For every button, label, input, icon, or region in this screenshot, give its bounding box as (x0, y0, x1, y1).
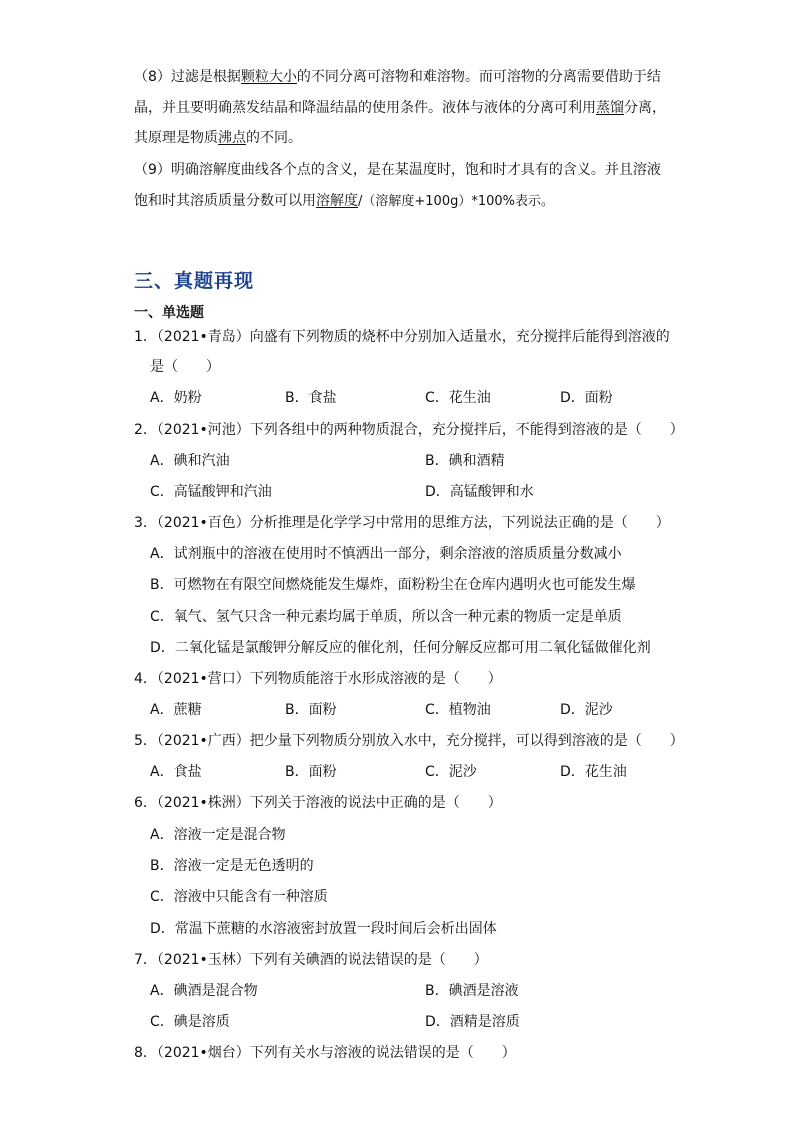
question-3-option-b: B．可燃物在有限空间燃烧能发生爆炸，面粉粉尘在仓库内遇明火也可能发生爆 (150, 577, 636, 593)
question-7-option-c: C．碘是溶质 (150, 1014, 230, 1030)
question-2-option-a: A．碘和汽油 (150, 453, 230, 469)
question-6-option-d: D．常温下蔗糖的水溶液密封放置一段时间后会析出固体 (150, 921, 497, 937)
question-1-option-b: B．食盐 (285, 390, 337, 406)
question-7-stem: 7．（2021•玉林）下列有关碘酒的说法错误的是（ ） (134, 952, 488, 968)
note-text: （9）明确溶解度曲线各个点的含义，是在某温度时，饱和时才具有的含义。并且溶液 (134, 162, 661, 178)
question-1-stem-cont: 是（ ） (150, 359, 220, 375)
question-4-option-c: C．植物油 (425, 702, 491, 718)
question-2-option-c: C．高锰酸钾和汽油 (150, 484, 272, 500)
note-text: 分离， (624, 100, 666, 116)
section-subtitle: 一、单选题 (134, 305, 204, 321)
question-7-option-a: A．碘酒是混合物 (150, 983, 258, 999)
underlined-term: 溶解度 (316, 193, 358, 209)
note-8-line-1 (134, 67, 661, 87)
question-5-option-a: A．食盐 (150, 764, 202, 780)
note-text: 饱和时其溶质质量分数可以用 (134, 193, 316, 209)
question-4-stem: 4．（2021•营口）下列物质能溶于水形成溶液的是（ ） (134, 671, 502, 687)
question-5-option-d: D．花生油 (560, 764, 627, 780)
question-5-option-c: C．泥沙 (425, 764, 477, 780)
note-text: 的不同。 (246, 130, 302, 146)
question-6-stem: 6．（2021•株洲）下列关于溶液的说法中正确的是（ ） (134, 795, 502, 811)
question-1-stem: 1．（2021•青岛）向盛有下列物质的烧杯中分别加入适量水，充分搅拌后能得到溶液的 (134, 329, 670, 345)
note-text: 其原理是物质 (134, 130, 218, 146)
question-3-stem: 3．（2021•百色）分析推理是化学学习中常用的思维方法，下列说法正确的是（ ） (134, 515, 670, 531)
question-2-option-d: D．高锰酸钾和水 (425, 484, 534, 500)
question-7-option-b: B．碘酒是溶液 (425, 983, 519, 999)
note-text: /（溶解度+100g）*100%表示。 (358, 194, 555, 209)
question-5-stem: 5．（2021•广西）把少量下列物质分别放入水中，充分搅拌，可以得到溶液的是（ ） (134, 733, 684, 749)
underlined-term: 蒸馏 (596, 100, 624, 116)
question-8-stem: 8．（2021•烟台）下列有关水与溶液的说法错误的是（ ） (134, 1045, 516, 1061)
question-2-option-b: B．碘和酒精 (425, 453, 505, 469)
question-6-option-c: C．溶液中只能含有一种溶质 (150, 889, 328, 905)
underlined-term: 沸点 (218, 130, 246, 146)
question-1-option-a: A．奶粉 (150, 390, 202, 406)
note-text: 的不同分离可溶物和难溶物。而可溶物的分离需要借助于结 (296, 69, 661, 85)
question-3-option-c: C．氧气、氢气只含一种元素均属于单质，所以含一种元素的物质一定是单质 (150, 609, 622, 625)
question-1-option-d: D．面粉 (560, 390, 613, 406)
note-text: （8）过滤是根据 (134, 69, 241, 85)
question-3-option-a: A．试剂瓶中的溶液在使用时不慎洒出一部分，剩余溶液的溶质质量分数减小 (150, 546, 622, 562)
note-8-line-2 (134, 98, 666, 118)
underlined-term: 颗粒大小 (240, 69, 297, 85)
question-7-option-d: D．酒精是溶质 (425, 1014, 520, 1030)
note-9-line-1 (134, 160, 661, 180)
note-9-line-2 (134, 191, 554, 212)
section-title: 三、真题再现 (134, 270, 255, 292)
question-5-option-b: B．面粉 (285, 764, 337, 780)
question-6-option-b: B．溶液一定是无色透明的 (150, 858, 314, 874)
question-4-option-d: D．泥沙 (560, 702, 613, 718)
question-6-option-a: A．溶液一定是混合物 (150, 827, 286, 843)
note-text: 晶，并且要明确蒸发结晶和降温结晶的使用条件。液体与液体的分离可利用 (134, 100, 596, 116)
question-1-option-c: C．花生油 (425, 390, 491, 406)
question-2-stem: 2．（2021•河池）下列各组中的两种物质混合，充分搅拌后，不能得到溶液的是（ ） (134, 422, 684, 438)
question-4-option-a: A．蔗糖 (150, 702, 202, 718)
question-4-option-b: B．面粉 (285, 702, 337, 718)
note-8-line-3 (134, 128, 302, 148)
question-3-option-d: D．二氧化锰是氯酸钾分解反应的催化剂，任何分解反应都可用二氧化锰做催化剂 (150, 640, 651, 656)
